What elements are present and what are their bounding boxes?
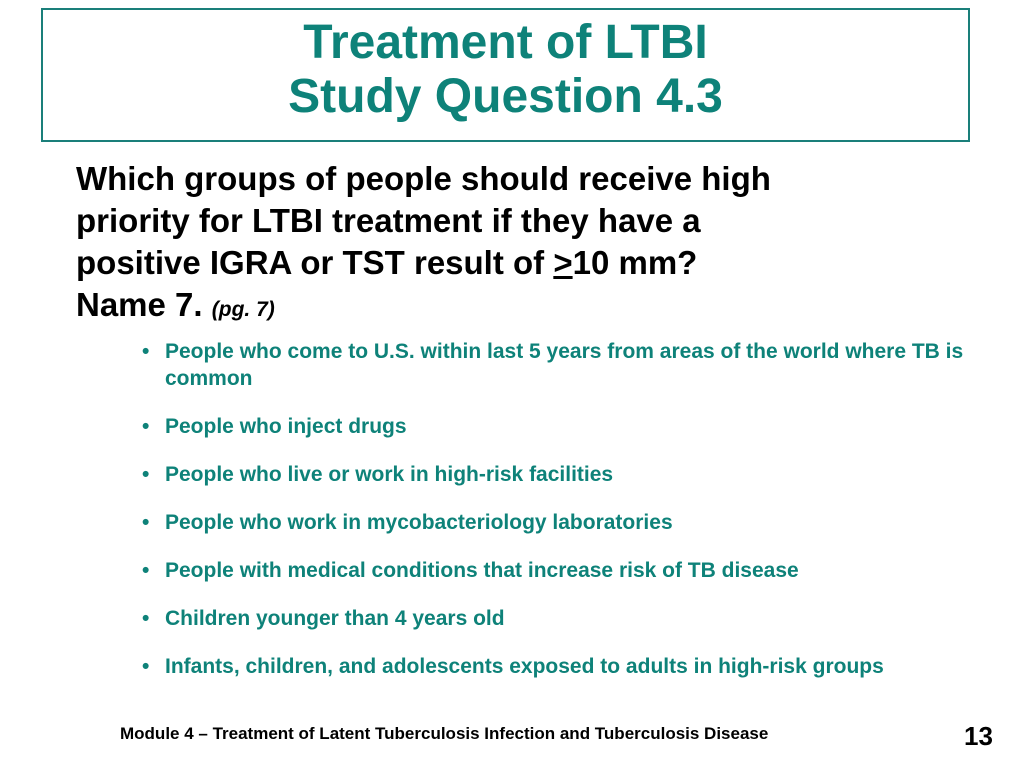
question-line-1: Which groups of people should receive high bbox=[76, 160, 771, 197]
bullet-icon: • bbox=[142, 559, 150, 582]
bullet-text: People with medical conditions that increase risk of TB disease bbox=[165, 559, 799, 582]
bullet-icon: • bbox=[142, 655, 150, 678]
bullet-icon: • bbox=[142, 415, 150, 438]
list-item bbox=[142, 557, 1002, 584]
slide-title-line-2: Study Question 4.3 bbox=[288, 70, 723, 123]
bullet-text: People who live or work in high-risk facilities bbox=[165, 463, 614, 486]
bullet-icon: • bbox=[142, 340, 150, 363]
bullet-text: Infants, children, and adolescents exposed to adults in high-risk groups bbox=[165, 655, 884, 678]
footer-module-title: Module 4 – Treatment of Latent Tuberculosis Infection and Tuberculosis Disease bbox=[120, 724, 769, 743]
bullet-text: People who work in mycobacteriology laboratories bbox=[165, 511, 673, 534]
greater-or-equal-symbol: > bbox=[553, 244, 573, 281]
bullet-icon: • bbox=[142, 463, 150, 486]
question-line-2: priority for LTBI treatment if they have a bbox=[76, 202, 701, 239]
name-count-prompt: Name 7. bbox=[76, 286, 203, 323]
bullet-icon: • bbox=[142, 511, 150, 534]
page-number: 13 bbox=[964, 721, 993, 751]
question-line-4 bbox=[76, 284, 976, 331]
list-item bbox=[142, 605, 1002, 632]
list-item bbox=[142, 413, 1002, 440]
answer-bullet-list bbox=[142, 338, 1002, 701]
title-box bbox=[41, 8, 970, 142]
question-line-3-end: 10 mm? bbox=[572, 244, 698, 281]
slide-title-line-1: Treatment of LTBI bbox=[303, 16, 708, 69]
bullet-text: People who inject drugs bbox=[165, 415, 407, 438]
list-item bbox=[142, 509, 1002, 536]
study-question bbox=[76, 158, 976, 331]
bullet-text: People who come to U.S. within last 5 years from areas of the world where TB is common bbox=[165, 340, 964, 390]
list-item bbox=[142, 338, 1002, 392]
bullet-icon: • bbox=[142, 607, 150, 630]
list-item bbox=[142, 461, 1002, 488]
question-line-3 bbox=[76, 242, 976, 284]
page-reference: (pg. 7) bbox=[211, 298, 275, 321]
bullet-text: Children younger than 4 years old bbox=[165, 607, 505, 630]
question-line-3-text: positive IGRA or TST result of bbox=[76, 244, 554, 281]
list-item bbox=[142, 653, 1002, 680]
